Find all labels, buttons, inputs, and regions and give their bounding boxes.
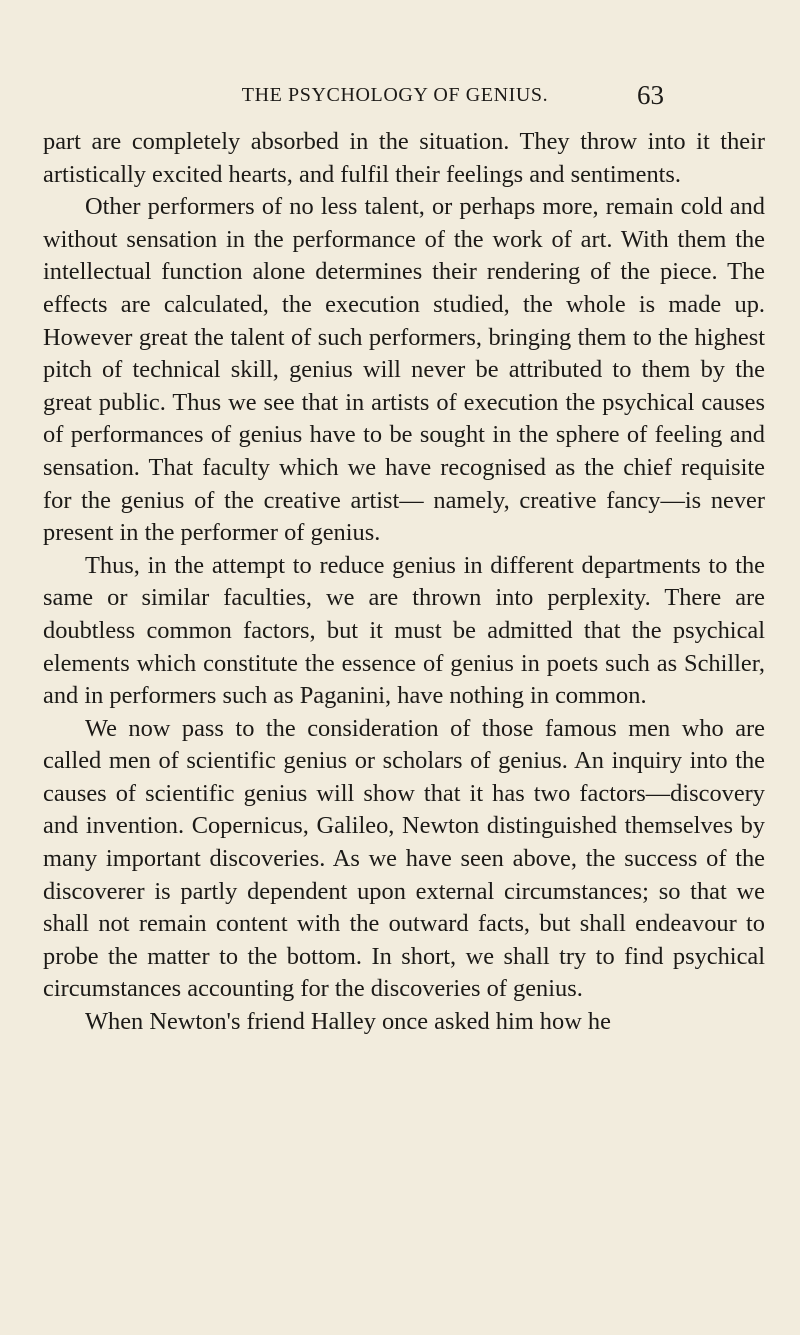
body-text bbox=[43, 126, 765, 1039]
paragraph: Thus, in the attempt to reduce genius in different departments to the same or similar faculties, we are thrown into perplexity. There are doubtless common factors, but it must be admitted that the psychical elements which constitute the essence of genius in poets such as Schiller, and in performers such as Paganini, have nothing in common. bbox=[43, 551, 765, 710]
page-number: 63 bbox=[637, 80, 664, 110]
paragraph: When Newton's friend Halley once asked him how he bbox=[85, 1008, 611, 1036]
paragraph: Other performers of no less talent, or perhaps more, remain cold and without sensation in the performance of the work of art. With them the intellectual function alone determines their rendering of the piece. The effects are calculated, the execution studied, the whole is made up. However great the talent of such performers, bringing them to the highest pitch of technical skill, genius will never be attributed to them by the great public. Thus we see that in artists of execution the psychical causes of performances of genius have to be sought in the sphere of feeling and sensation. That faculty which we have recognised as the chief requisite for the genius of the creative artist— namely, creative fancy—is never present in the performer of genius. bbox=[43, 193, 765, 547]
paragraph: part are completely absorbed in the situation. They throw into it their artistically excited hearts, and fulfil their feelings and sentiments. bbox=[43, 128, 765, 188]
paragraph: We now pass to the consideration of those famous men who are called men of scientific genius or scholars of genius. An inquiry into the causes of scientific genius will show that it has two factors—discovery and invention. Copernicus, Galileo, Newton distinguished themselves by many important discoveries. As we have seen above, the success of the discoverer is partly dependent upon external circumstances; so that we shall not remain content with the outward facts, but shall endeavour to probe the matter to the bottom. In short, we shall try to find psychical circumstances accounting for the discoveries of genius. bbox=[43, 714, 765, 1003]
running-head: THE PSYCHOLOGY OF GENIUS. bbox=[241, 84, 549, 106]
